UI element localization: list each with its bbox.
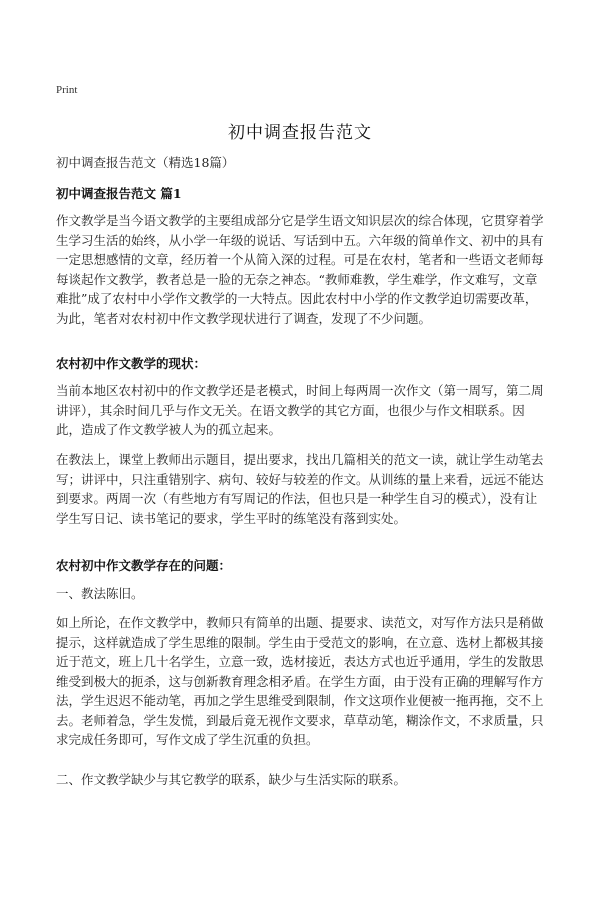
page-title: 初中调查报告范文	[228, 123, 372, 143]
section-heading: 初中调查报告范文 篇1	[56, 186, 182, 201]
paragraph-problem-1-body: 如上所论，在作文教学中，教师只有简单的出题、提要求、读范文，对写作方法只是稍做提示，这样就造成了学生思维的限制。学生由于受范文的影响，在立意、选材上都极其接近于范文，班上几十名学生，立意一致，选材接近，表达方式也近乎通用，学生的发散思维受到极大的扼杀，这与创新教育理念相矛盾。在学生方面，由于没有正确的理解写作方法，学生迟迟不能动笔，再加之学生思维受到限制，作文这项作业便被一拖再拖，交不上去。老师着急，学生发慌，到最后竟无视作文要求，草草动笔，糊涂作文，不求质量，只求完成任务即可，写作文成了学生沉重的负担。	[56, 615, 544, 747]
paragraph-problem-2-title: 二、作文教学缺少与其它教学的联系，缺少与生活实际的联系。	[56, 772, 407, 787]
document-subtitle: 初中调查报告范文（精选18篇）	[56, 155, 235, 170]
paragraph-problem-1-title: 一、教法陈旧。	[56, 586, 144, 601]
print-label: Print	[56, 84, 78, 96]
paragraph-status: 当前本地区农村初中的作文教学还是老模式，时间上每两周一次作文（第一周写，第二周讲评），其余时间几乎与作文无关。在语文教学的其它方面，也很少与作文相联系。因此，造成了作文教学被人为的孤立起来。	[56, 383, 544, 437]
heading-status: 农村初中作文教学的现状：	[56, 356, 207, 371]
paragraph-method: 在教法上，课堂上教师出示题目，提出要求，找出几篇相关的范文一读，就让学生动笔去写；讲评中，只注重错别字、病句、较好与较差的作文。从训练的量上来看，远远不能达到要求。两周一次（有些地方有写周记的作法，但也只是一种学生自习的模式），没有让学生写日记、读书笔记的要求，学生平时的练笔没有落到实处。	[56, 452, 544, 526]
heading-problems: 农村初中作文教学存在的问题：	[56, 558, 232, 573]
paragraph-intro: 作文教学是当今语文教学的主要组成部分它是学生语文知识层次的综合体现，它贯穿着学生学习生活的始终，从小学一年级的说话、写话到中五。六年级的简单作文、初中的具有一定思想感情的文章，经历着一个从简入深的过程。可是在农村，笔者和一些语文老师每每谈起作文教学，教者总是一脸的无奈之神态。“教师难教，学生难学，作文难写，文章难批”成了农村中小学作文教学的一大特点。因此农村中小学的作文教学迫切需要改革，为此，笔者对农村初中作文教学现状进行了调查，发现了不少问题。	[56, 213, 544, 326]
